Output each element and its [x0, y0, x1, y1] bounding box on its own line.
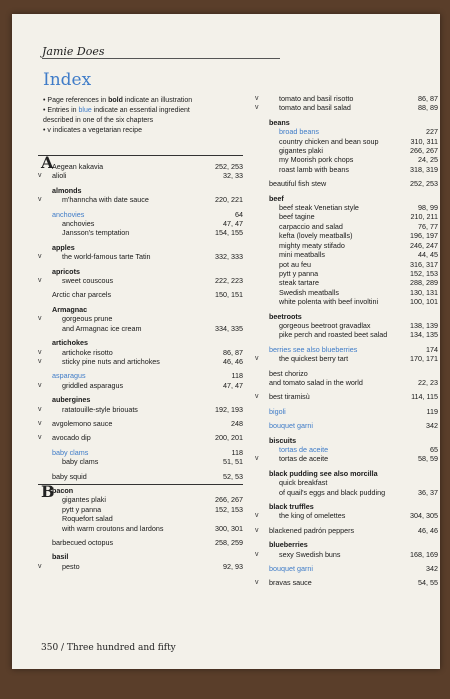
index-entry [255, 222, 438, 231]
entry-text: blackened padrón peppers [269, 525, 355, 535]
entry-pages: 24, 25 [418, 155, 438, 165]
index-entry [38, 448, 243, 457]
index-entry [255, 502, 438, 511]
entry-text: avgolemono sauce [52, 418, 113, 428]
index-entry [38, 267, 243, 276]
entry-pages: 318, 319 [410, 164, 438, 174]
entry-text: m'hanncha with date sauce [62, 195, 149, 205]
entry-pages: 248 [231, 418, 243, 428]
veg-mark: v [38, 434, 42, 442]
entry-pages: 100, 101 [410, 297, 438, 307]
index-entry [255, 241, 438, 250]
page-footer: 350 / Three hundred and fifty [41, 643, 176, 653]
index-entry [38, 552, 243, 561]
entry-pages: 168, 169 [410, 549, 438, 559]
entry-pages: 86, 87 [223, 347, 243, 357]
entry-pages: 342 [426, 564, 438, 574]
index-entry [255, 288, 438, 297]
index-entry [38, 495, 243, 504]
index-entry [255, 179, 438, 188]
entry-text: steak tartare [279, 278, 319, 288]
entry-text: sticky pine nuts and artichokes [62, 356, 160, 366]
entry-pages: 86, 87 [418, 94, 438, 103]
entry-pages: 118 [231, 447, 243, 457]
veg-mark: v [255, 526, 259, 534]
index-entry [255, 312, 438, 321]
index-entry [38, 357, 243, 366]
index-entry [255, 445, 438, 454]
index-entry [38, 538, 243, 547]
index-entry [38, 405, 243, 414]
entry-pages: 92, 93 [223, 561, 243, 571]
entry-pages: 51, 51 [223, 457, 243, 467]
note-0: • Page references in bold indicate an illustration [43, 97, 193, 104]
entry-text: apples [52, 242, 75, 252]
entry-pages: 252, 253 [215, 162, 243, 171]
entry-pages: 46, 46 [223, 356, 243, 366]
entry-text: bacon [52, 485, 74, 495]
entry-text: berries see also blueberries [269, 344, 358, 354]
entry-text: asparagus [52, 371, 86, 381]
entry-text: Armagnac [52, 304, 88, 314]
entry-text: apricots [52, 266, 80, 276]
entry-pages: 36, 37 [418, 487, 438, 497]
index-entry [255, 260, 438, 269]
index-entry [38, 314, 243, 323]
entry-text: with warm croutons and lardons [62, 523, 164, 533]
entry-text: gorgeous prune [62, 314, 113, 324]
entry-pages: 114, 115 [411, 392, 438, 402]
index-entry [255, 392, 438, 401]
index-entry [255, 231, 438, 240]
index-entry [255, 297, 438, 306]
veg-mark: v [38, 357, 42, 365]
entry-text: the quickest berry tart [279, 354, 349, 364]
index-entry [255, 203, 438, 212]
entry-text: pot au feu [279, 259, 311, 269]
index-entry [255, 526, 438, 535]
entry-text: white polenta with beef involtini [279, 297, 379, 307]
index-entry [255, 321, 438, 330]
entry-text: basil [52, 552, 69, 562]
entry-text: beef tagine [279, 212, 315, 222]
entry-text: artichokes [52, 338, 88, 348]
index-entry [255, 345, 438, 354]
index-entry [38, 348, 243, 357]
index-entry [255, 564, 438, 573]
entry-text: mighty meaty stifado [279, 240, 345, 250]
running-header [42, 42, 280, 59]
index-entry [255, 421, 438, 430]
entry-text: tortas de aceite [279, 445, 329, 454]
entry-pages: 266, 267 [410, 146, 438, 156]
veg-mark: v [38, 419, 42, 427]
note-2: described in one of the six chapters [43, 117, 154, 124]
entry-pages: 154, 155 [215, 228, 243, 238]
entry-pages: 304, 305 [410, 511, 438, 521]
entry-pages: 342 [426, 421, 438, 431]
index-entry [255, 436, 438, 445]
entry-pages: 58, 59 [418, 454, 438, 464]
note-3: • v indicates a vegetarian recipe [43, 127, 142, 134]
index-entry [255, 278, 438, 287]
index-entry [38, 433, 243, 442]
veg-mark: v [255, 104, 259, 112]
index-entry [255, 369, 438, 378]
entry-pages: 138, 139 [410, 320, 438, 330]
entry-text: and Armagnac ice cream [62, 323, 142, 333]
index-entry [38, 276, 243, 285]
index-entry [38, 210, 243, 219]
index-entry [255, 511, 438, 520]
entry-pages: 252, 253 [410, 179, 438, 189]
entry-text: pytt y panna [279, 268, 319, 278]
entry-pages: 54, 55 [418, 578, 438, 588]
index-entry [38, 324, 243, 333]
entry-pages: 88, 89 [418, 103, 438, 113]
veg-mark: v [255, 512, 259, 520]
index-entry [255, 137, 438, 146]
index-notes [43, 96, 238, 136]
index-entry [38, 305, 243, 314]
note-1: • Entries in blue indicate an essential ingredient [43, 107, 190, 114]
entry-text: beans [269, 117, 290, 127]
entry-text: gorgeous beetroot gravadlax [279, 320, 371, 330]
entry-pages: 152, 153 [410, 268, 438, 278]
index-entry [255, 330, 438, 339]
entry-text: artichoke risotto [62, 347, 113, 357]
index-entry [255, 378, 438, 387]
entry-text: pesto [62, 561, 80, 571]
entry-pages: 44, 45 [418, 250, 438, 260]
entry-text: Jansson's temptation [62, 228, 130, 238]
entry-pages: 316, 317 [410, 259, 438, 269]
entry-text: ratatouille-style briouats [62, 404, 138, 414]
entry-pages: 196, 197 [410, 231, 438, 241]
section-rule-a [38, 155, 243, 156]
entry-text: tortas de aceite [279, 454, 329, 464]
veg-mark: v [255, 455, 259, 463]
entry-text: biscuits [269, 435, 297, 445]
entry-text: alioli [52, 171, 67, 181]
entry-text: beef [269, 193, 284, 203]
entry-text: sexy Swedish buns [279, 549, 341, 559]
entry-pages: 32, 33 [223, 171, 243, 181]
entry-pages: 288, 289 [410, 278, 438, 288]
entry-text: baby clams [52, 447, 89, 457]
veg-mark: v [38, 405, 42, 413]
index-column-right [255, 94, 438, 588]
index-entry [38, 162, 243, 171]
entry-text: anchovies [52, 209, 85, 219]
entry-pages: 258, 259 [215, 538, 243, 547]
entry-text: broad beans [279, 127, 319, 137]
entry-pages: 174 [426, 344, 438, 354]
index-entry [255, 540, 438, 549]
entry-text: avocado dip [52, 433, 91, 443]
entry-pages: 46, 46 [418, 525, 438, 535]
veg-mark: v [38, 253, 42, 261]
entry-pages: 47, 47 [223, 380, 243, 390]
index-entry [255, 165, 438, 174]
entry-text: black pudding see also morcilla [269, 468, 378, 478]
index-entry [38, 514, 243, 523]
entry-text: Arctic char parcels [52, 290, 112, 300]
index-entry [255, 478, 438, 487]
entry-text: beetroots [269, 311, 302, 321]
entry-text: aubergines [52, 395, 91, 405]
index-entry [255, 469, 438, 478]
entry-text: country chicken and bean soup [279, 136, 379, 146]
entry-text: bouquet garni [269, 421, 313, 431]
entry-pages: 118 [231, 371, 243, 381]
veg-mark: v [255, 393, 259, 401]
entry-pages: 332, 333 [215, 252, 243, 262]
index-entry [38, 290, 243, 299]
entry-text: the king of omelettes [279, 511, 346, 521]
entry-pages: 220, 221 [215, 195, 243, 205]
entry-text: black truffles [269, 502, 314, 512]
entry-pages: 310, 311 [410, 136, 438, 146]
entry-text: tomato and basil salad [279, 103, 351, 113]
index-entry [255, 269, 438, 278]
index-entry [38, 243, 243, 252]
index-entry [255, 550, 438, 559]
entry-pages: 22, 23 [418, 377, 438, 387]
index-entry [38, 457, 243, 466]
entry-pages: 210, 211 [410, 212, 438, 222]
index-entry [38, 195, 243, 204]
index-entry [255, 118, 438, 127]
entry-pages: 119 [426, 406, 438, 416]
entry-pages: 266, 267 [215, 495, 243, 505]
entry-text: best chorizo [269, 368, 308, 378]
index-entry [38, 505, 243, 514]
entry-text: Roquefort salad [62, 514, 113, 524]
index-entry [38, 381, 243, 390]
index-entry [38, 228, 243, 237]
entry-text: kefta (lovely meatballs) [279, 231, 353, 241]
entry-text: the world-famous tarte Tatin [62, 252, 151, 262]
entry-text: beef steak Venetian style [279, 203, 359, 213]
index-entry [255, 155, 438, 164]
index-entry [38, 419, 243, 428]
section-letter-a: A [41, 153, 54, 172]
entry-pages: 334, 335 [215, 323, 243, 333]
entry-text: beautiful fish stew [269, 179, 327, 189]
veg-mark: v [38, 172, 42, 180]
entry-pages: 65 [430, 445, 438, 454]
entry-text: baby clams [62, 457, 99, 467]
entry-pages: 152, 153 [215, 504, 243, 514]
page-title: Index [43, 70, 92, 90]
entry-text: quick breakfast [279, 478, 328, 488]
index-entry [38, 524, 243, 533]
index-entry [38, 219, 243, 228]
entry-pages: 300, 301 [215, 523, 243, 533]
veg-mark: v [255, 550, 259, 558]
entry-pages: 134, 135 [410, 330, 438, 340]
entry-text: pytt y panna [62, 504, 102, 514]
entry-pages: 98, 99 [418, 203, 438, 213]
entry-pages: 200, 201 [215, 433, 243, 443]
entry-text: griddled asparagus [62, 380, 124, 390]
entry-text: tomato and basil risotto [279, 94, 354, 103]
entry-text: roast lamb with beans [279, 164, 349, 174]
header-title: Jamie Does [42, 45, 105, 58]
entry-text: blueberries [269, 540, 308, 550]
section-letter-b: B [41, 482, 55, 501]
index-entry [38, 338, 243, 347]
index-entry [38, 562, 243, 571]
index-column-left [38, 162, 243, 571]
veg-mark: v [38, 381, 42, 389]
index-entry [38, 171, 243, 180]
index-entry [255, 488, 438, 497]
entry-text: baby squid [52, 471, 87, 481]
index-entry [255, 578, 438, 587]
entry-pages: 64 [235, 209, 243, 219]
entry-pages: 170, 171 [410, 354, 438, 364]
entry-pages: 47, 47 [223, 219, 243, 229]
veg-mark: v [255, 355, 259, 363]
veg-mark: v [38, 277, 42, 285]
entry-pages: 246, 247 [410, 240, 438, 250]
index-entry [38, 486, 243, 495]
entry-text: almonds [52, 185, 82, 195]
entry-pages: 130, 131 [410, 287, 438, 297]
entry-pages: 222, 223 [215, 276, 243, 286]
entry-text: Swedish meatballs [279, 287, 339, 297]
entry-pages: 192, 193 [215, 404, 243, 414]
veg-mark: v [255, 95, 259, 102]
entry-pages: 227 [426, 127, 438, 137]
entry-text: Aegean kakavia [52, 162, 104, 171]
index-entry [255, 94, 438, 103]
index-entry [38, 252, 243, 261]
entry-text: best tiramisù [269, 392, 310, 402]
index-entry [255, 454, 438, 463]
entry-text: of quail's eggs and black pudding [279, 487, 386, 497]
entry-text: pike perch and roasted beet salad [279, 330, 388, 340]
index-entry [255, 212, 438, 221]
veg-mark: v [255, 579, 259, 587]
entry-text: carpaccio and salad [279, 221, 343, 231]
index-entry [38, 395, 243, 404]
index-entry [38, 371, 243, 380]
veg-mark: v [38, 348, 42, 356]
entry-text: anchovies [62, 219, 95, 229]
book-page [12, 14, 440, 669]
entry-pages: 52, 53 [223, 471, 243, 481]
entry-text: barbecued octopus [52, 538, 114, 547]
entry-text: gigantes plaki [279, 146, 323, 156]
entry-text: bouquet garni [269, 564, 313, 574]
entry-text: bigoli [269, 406, 286, 416]
index-entry [255, 127, 438, 136]
entry-pages: 76, 77 [418, 221, 438, 231]
index-entry [255, 103, 438, 112]
index-entry [255, 146, 438, 155]
veg-mark: v [38, 315, 42, 323]
index-entry [38, 472, 243, 481]
veg-mark: v [38, 562, 42, 570]
veg-mark: v [38, 196, 42, 204]
entry-text: my Moorish pork chops [279, 155, 354, 165]
entry-text: sweet couscous [62, 276, 114, 286]
entry-pages: 150, 151 [215, 290, 243, 300]
entry-text: gigantes plaki [62, 495, 106, 505]
index-entry [255, 407, 438, 416]
entry-text: and tomato salad in the world [269, 377, 363, 387]
entry-text: bravas sauce [269, 578, 312, 588]
index-entry [38, 186, 243, 195]
index-entry [255, 194, 438, 203]
index-entry [255, 250, 438, 259]
index-entry [255, 354, 438, 363]
entry-text: mini meatballs [279, 250, 325, 260]
